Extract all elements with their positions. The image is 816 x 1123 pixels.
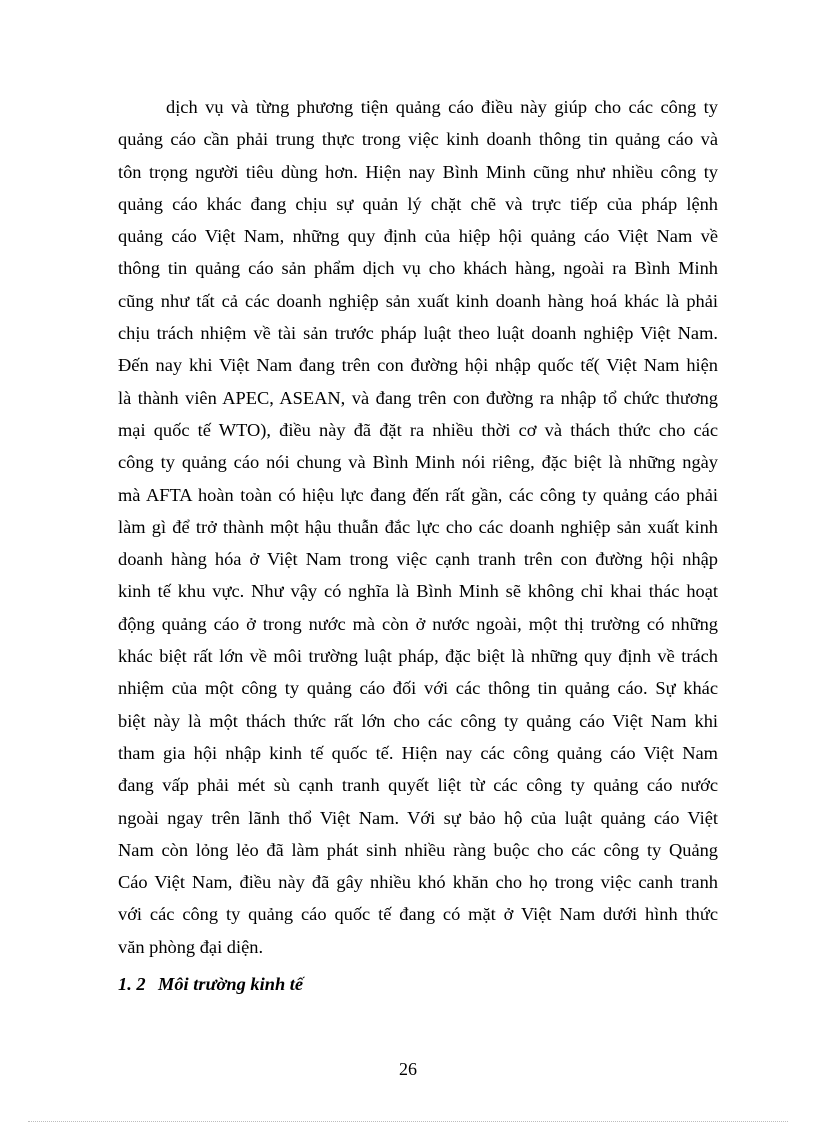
body-paragraph [118,91,718,963]
text-line: là thành viên APEC, ASEAN, và đang trên con đường ra nhập tổ chức thương [118,387,718,408]
text-line: cũng như tất cả các doanh nghiệp sản xuất kinh doanh hàng hoá khác là phải [118,290,718,311]
text-line: kinh tế khu vực. Như vậy có nghĩa là Bình Minh sẽ không chỉ khai thác hoạt [118,581,718,602]
text-line: dịch vụ và từng phương tiện quảng cáo điều này giúp cho các công ty [166,97,718,117]
text-line: khác biệt rất lớn về môi trường luật pháp, đặc biệt là những quy định về trách [118,646,718,667]
text-line: quảng cáo khác đang chịu sự quản lý chặt chẽ và trực tiếp của pháp lệnh [118,193,718,214]
text-line: biệt này là một thách thức rất lớn cho các công ty quảng cáo Việt Nam khi [118,710,718,731]
text-line: tôn trọng người tiêu dùng hơn. Hiện nay Bình Minh cũng như nhiều công ty [118,161,718,182]
text-line: nhiệm của một công ty quảng cáo đối với các thông tin quảng cáo. Sự khác [118,678,718,699]
text-line: động quảng cáo ở trong nước mà còn ở nước ngoài, một thị trường có những [118,613,718,634]
text-line: quảng cáo cần phải trung thực trong việc kinh doanh thông tin quảng cáo và [118,129,718,150]
text-line: tham gia hội nhập kinh tế quốc tế. Hiện nay các công quảng cáo Việt Nam [118,742,718,763]
text-line: thông tin quảng cáo sản phẩm dịch vụ cho khách hàng, ngoài ra Bình Minh [118,258,718,279]
text-line: doanh hàng hóa ở Việt Nam trong việc cạnh tranh trên con đường hội nhập [118,549,718,570]
page-number: 26 [399,1059,417,1079]
text-line: Nam còn lỏng lẻo đã làm phát sinh nhiều ràng buộc cho các công ty Quảng [118,839,718,860]
text-line: mại quốc tế WTO), điều này đã đặt ra nhiều thời cơ và thách thức cho các [118,419,718,440]
text-line: Cáo Việt Nam, điều này đã gây nhiều khó khăn cho họ trong việc canh tranh [118,872,718,893]
section-heading [118,968,303,1000]
section-number: 1. 2 [118,974,146,994]
page-bottom-divider [28,1121,788,1122]
text-line: với các công ty quảng cáo quốc tế đang có mặt ở Việt Nam dưới hình thức [118,904,718,925]
text-line: Đến nay khi Việt Nam đang trên con đường hội nhập quốc tế( Việt Nam hiện [118,355,718,376]
text-line: văn phòng đại diện. [118,936,264,957]
text-line: công ty quảng cáo nói chung và Bình Minh nói riêng, đặc biệt là những ngày [118,452,718,473]
text-line: ngoài ngay trên lãnh thổ Việt Nam. Với sự bảo hộ của luật quảng cáo Việt [118,807,718,828]
text-line: chịu trách nhiệm về tài sản trước pháp luật theo luật doanh nghiệp Việt Nam. [118,323,718,344]
text-line: đang vấp phải mét sù cạnh tranh quyết liệt từ các công ty quảng cáo nước [118,775,718,796]
text-line: làm gì để trở thành một hậu thuẫn đắc lực cho các doanh nghiệp sản xuất kinh [118,516,718,537]
section-title: Môi trường kinh tế [158,974,304,994]
text-line: mà AFTA hoàn toàn có hiệu lực đang đến rất gần, các công ty quảng cáo phải [118,484,718,505]
text-line: quảng cáo Việt Nam, những quy định của hiệp hội quảng cáo Việt Nam về [118,226,718,247]
